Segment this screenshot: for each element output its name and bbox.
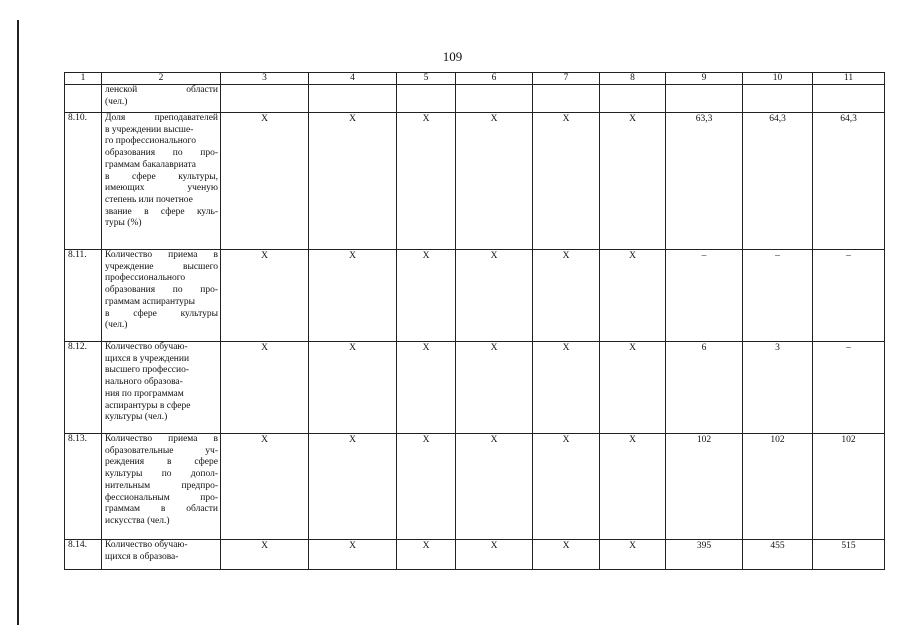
indicator-name-line: учреждение высшего [105,261,218,272]
table-row [65,540,885,570]
indicator-name-line: (чел.) [105,320,128,331]
indicator-name-cell [102,113,221,250]
value-cell-col-5: Х [397,250,456,342]
value-cell-col-3 [221,85,309,113]
value-cell-col-7: Х [533,434,600,540]
value-cell-col-3: Х [221,113,309,250]
indicator-name-line: профессионального [105,273,186,284]
value-cell-col-4: Х [309,250,397,342]
column-header-11: 11 [813,73,885,85]
indicator-table [64,72,885,570]
table-row [65,113,885,250]
table-row [65,342,885,434]
row-number-cell: 8.12. [65,342,102,434]
value-cell-col-4: Х [309,113,397,250]
value-cell-col-7: Х [533,342,600,434]
indicator-name-line: культуры (чел.) [105,412,168,423]
column-header-3: 3 [221,73,309,85]
value-cell-col-9: 395 [666,540,743,570]
column-number-row [65,73,885,85]
table-body [65,85,885,570]
value-cell-col-7: Х [533,540,600,570]
page-number: 109 [442,49,463,64]
indicator-name-line: Количество обучаю- [105,342,188,352]
indicator-name-line: культуры по допол- [105,469,218,480]
value-cell-col-9 [666,85,743,113]
indicator-name-line: Количество приема в [105,434,218,444]
indicator-name-line: го профессионального [105,136,196,147]
column-header-9: 9 [666,73,743,85]
value-cell-col-11: 515 [813,540,885,570]
indicator-name-line: (чел.) [105,96,128,107]
value-cell-col-3: Х [221,250,309,342]
indicator-name-line: образовательные уч- [105,445,218,456]
indicator-name-line: образования по про- [105,148,218,159]
value-cell-col-10 [743,85,813,113]
indicator-name-cell [102,434,221,540]
value-cell-col-9: 6 [666,342,743,434]
value-cell-col-5: Х [397,342,456,434]
indicator-name-line: в учреждении высше- [105,124,194,135]
column-header-6: 6 [456,73,533,85]
column-header-5: 5 [397,73,456,85]
value-cell-col-11: – [813,342,885,434]
indicator-name-cell [102,85,221,113]
value-cell-col-6: Х [456,113,533,250]
indicator-name-line: степень или почетное [105,194,193,205]
indicator-name-line: нального образова- [105,377,183,388]
column-header-2: 2 [102,73,221,85]
indicator-name-cell [102,250,221,342]
value-cell-col-8 [600,85,666,113]
indicator-name-line: искусства (чел.) [105,515,170,526]
column-header-7: 7 [533,73,600,85]
value-cell-col-11: 102 [813,434,885,540]
value-cell-col-7: Х [533,250,600,342]
value-cell-col-8: Х [600,113,666,250]
indicator-name-line: Количество обучаю- [105,540,188,550]
value-cell-col-3: Х [221,342,309,434]
value-cell-col-8: Х [600,540,666,570]
value-cell-col-10: 3 [743,342,813,434]
row-number-cell: 8.10. [65,113,102,250]
value-cell-col-5: Х [397,434,456,540]
value-cell-col-7: Х [533,113,600,250]
indicator-name-line: туры (%) [105,218,142,229]
value-cell-col-8: Х [600,434,666,540]
indicator-name-line: граммам в области [105,504,218,515]
value-cell-col-10: 102 [743,434,813,540]
value-cell-col-11 [813,85,885,113]
value-cell-col-10: 64,3 [743,113,813,250]
value-cell-col-5: Х [397,113,456,250]
value-cell-col-10: – [743,250,813,342]
indicator-name-line: образования по про- [105,285,218,296]
indicator-name-line: Количество приема в [105,250,218,260]
value-cell-col-4: Х [309,434,397,540]
value-cell-col-6: Х [456,342,533,434]
indicator-name-cell [102,540,221,570]
indicator-name-line: щихся в образова- [105,551,179,562]
indicator-name-line: ния по программам [105,388,184,399]
value-cell-col-9: 63,3 [666,113,743,250]
value-cell-col-5 [397,85,456,113]
binding-edge-line [17,20,19,625]
value-cell-col-5: Х [397,540,456,570]
indicator-name-line: фессиональным про- [105,492,218,503]
indicator-name-line: реждения в сфере [105,457,218,468]
value-cell-col-6: Х [456,540,533,570]
table-row [65,250,885,342]
indicator-name-line: имеющих ученую [105,183,218,194]
indicator-name-line: щихся в учреждении [105,353,190,364]
value-cell-col-3: Х [221,540,309,570]
value-cell-col-7 [533,85,600,113]
value-cell-col-4 [309,85,397,113]
value-cell-col-8: Х [600,342,666,434]
row-number-cell: 8.14. [65,540,102,570]
column-header-4: 4 [309,73,397,85]
row-number-cell: 8.13. [65,434,102,540]
value-cell-col-9: – [666,250,743,342]
indicator-name-line: Доля преподавателей [105,113,218,123]
indicator-name-line: ленской области [105,85,218,95]
indicator-name-line: в сфере культуры, [105,171,218,182]
value-cell-col-6 [456,85,533,113]
indicator-name-line: аспирантуры в сфере [105,400,191,411]
value-cell-col-11: – [813,250,885,342]
value-cell-col-4: Х [309,540,397,570]
indicator-name-line: высшего профессио- [105,365,190,376]
column-header-1: 1 [65,73,102,85]
column-header-8: 8 [600,73,666,85]
value-cell-col-3: Х [221,434,309,540]
indicator-name-line: нительным предпро- [105,480,218,491]
table-row [65,85,885,113]
column-header-10: 10 [743,73,813,85]
indicator-name-line: в сфере культуры [105,308,218,319]
value-cell-col-9: 102 [666,434,743,540]
row-number-cell [65,85,102,113]
value-cell-col-10: 455 [743,540,813,570]
indicator-name-line: звание в сфере куль- [105,206,218,217]
table-row [65,434,885,540]
row-number-cell: 8.11. [65,250,102,342]
indicator-name-line: граммам аспирантуры [105,296,195,307]
value-cell-col-4: Х [309,342,397,434]
value-cell-col-6: Х [456,434,533,540]
indicator-name-line: граммам бакалавриата [105,159,196,170]
indicator-name-cell [102,342,221,434]
value-cell-col-11: 64,3 [813,113,885,250]
value-cell-col-6: Х [456,250,533,342]
value-cell-col-8: Х [600,250,666,342]
